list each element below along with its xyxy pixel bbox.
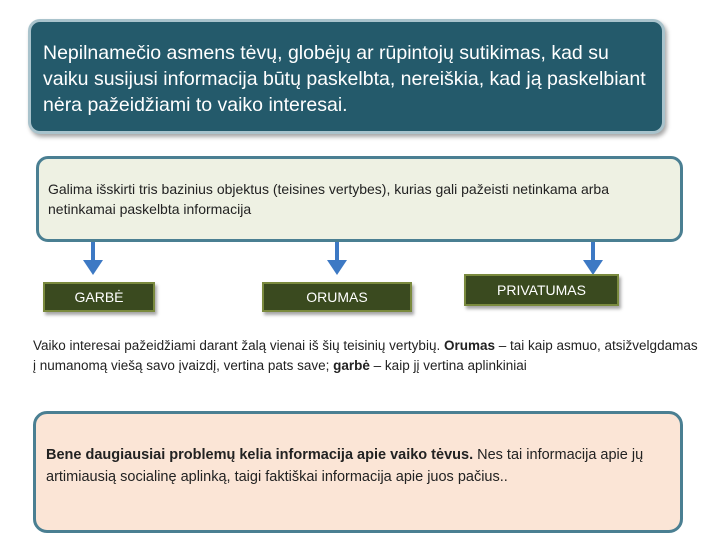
objects-text: Galima išskirti tris bazinius objektus (teisines vertybes), kurias gali pažeisti netinkama arba netinkamai paskelbta informacija — [48, 181, 609, 217]
header-box — [28, 19, 665, 134]
arrow-down-icon — [326, 242, 348, 276]
conclusion-text: Nes tai informacija apie jų artimiausią socialinę aplinką, taigi faktiškai informacija apie juos pačius.. — [46, 447, 644, 485]
orumas-term: Orumas — [443, 338, 495, 353]
explanation-text: Vaiko interesai pažeidžiami darant žalą vienai iš šių teisinių vertybių. Orumas – tai kaip asmuo, atsižvelgdamas į numanomą viešą savo įvaizdį, vertina pats save; garbė – kaip jį vertina aplinkiniai — [33, 338, 698, 373]
arrow-down-icon — [582, 242, 604, 276]
value-privatumas-label: PRIVATUMAS — [497, 282, 586, 298]
value-privatumas — [464, 274, 619, 306]
conclusion-box — [33, 411, 683, 533]
arrow-down-icon — [82, 242, 104, 276]
value-garbe — [43, 282, 155, 312]
value-orumas-label: ORUMAS — [306, 289, 368, 305]
objects-box — [36, 156, 683, 242]
value-orumas — [262, 282, 412, 312]
conclusion-bold: Bene daugiausiai problemų kelia informacija apie vaiko tėvus. — [46, 447, 474, 463]
header-text: Nepilnamečio asmens tėvų, globėjų ar rūpintojų sutikimas, kad su vaiku susijusi informacija būtų paskelbta, nereiškia, kad ją paskelbiant nėra pažeidžiami to vaiko interesai. — [43, 42, 646, 116]
value-garbe-label: GARBĖ — [74, 289, 124, 305]
garbe-term: garbė — [333, 358, 370, 373]
